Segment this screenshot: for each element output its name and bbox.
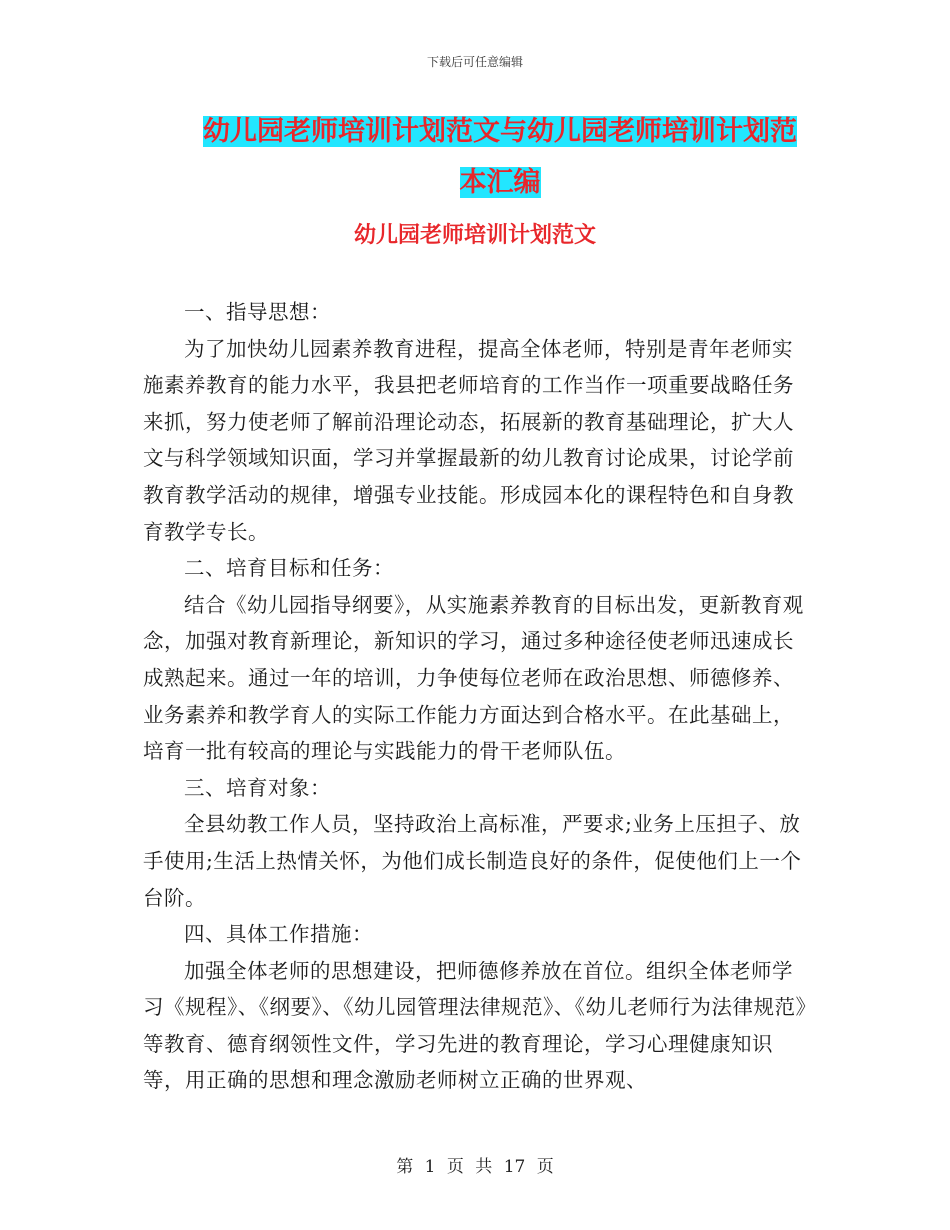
document-title-text: 幼儿园老师培训计划范文与幼儿园老师培训计划范本汇编 [203,116,797,198]
header-note: 下载后可任意编辑 [426,55,523,69]
heading-goals-tasks: 二、培育目标和任务： [184,556,394,581]
page-number: 第 1 页 共 17 页 [396,1157,554,1177]
section-title: 幼儿园老师培训计划范文 [353,223,596,248]
heading-work-measures: 四、具体工作措施： [184,922,373,947]
paragraph-training-targets: 全县幼教工作人员，坚持政治上高标准，严要求;业务上压担子、放手使用;生活上热情关怀，为他们成长制造良好的条件，促使他们上一个台阶。 [143,812,802,910]
paragraph-work-measures: 加强全体老师的思想建设，把师德修养放在首位。组织全体老师学习《规程》、《纲要》、《幼儿园管理法律规范》、《幼儿老师行为法律规范》等教育、德育纲领性文件，学习先进的教育理论，学习心理健康知识等，用正确的思想和理念激励老师树立正确的世界观、 [143,958,807,1093]
heading-training-targets: 三、培育对象： [184,775,331,800]
heading-guiding-ideology: 一、指导思想： [184,300,331,324]
paragraph-guiding-ideology: 为了加快幼儿园素养教育进程，提高全体老师，特别是青年老师实施素养教育的能力水平，我县把老师培育的工作当作一项重要战略任务来抓，努力使老师了解前沿理论动态，拓展新的教育基础理论，扩大人文与科学领域知识面，学习并掌握最新的幼儿教育讨论成果，讨论学前教育教学活动的规律，增强专业技能。形成园本化的课程特色和自身教育教学专长。 [143,336,794,544]
document-body [143,294,807,1099]
document-title [190,106,810,208]
paragraph-goals-tasks: 结合《幼儿园指导纲要》，从实施素养教育的目标出发，更新教育观念，加强对教育新理论，新知识的学习，通过多种途径使老师迅速成长成熟起来。通过一年的培训，力争使每位老师在政治思想、师德修养、业务素养和教学育人的实际工作能力方面达到合格水平。在此基础上，培育一批有较高的理论与实践能力的骨干老师队伍。 [143,592,804,764]
